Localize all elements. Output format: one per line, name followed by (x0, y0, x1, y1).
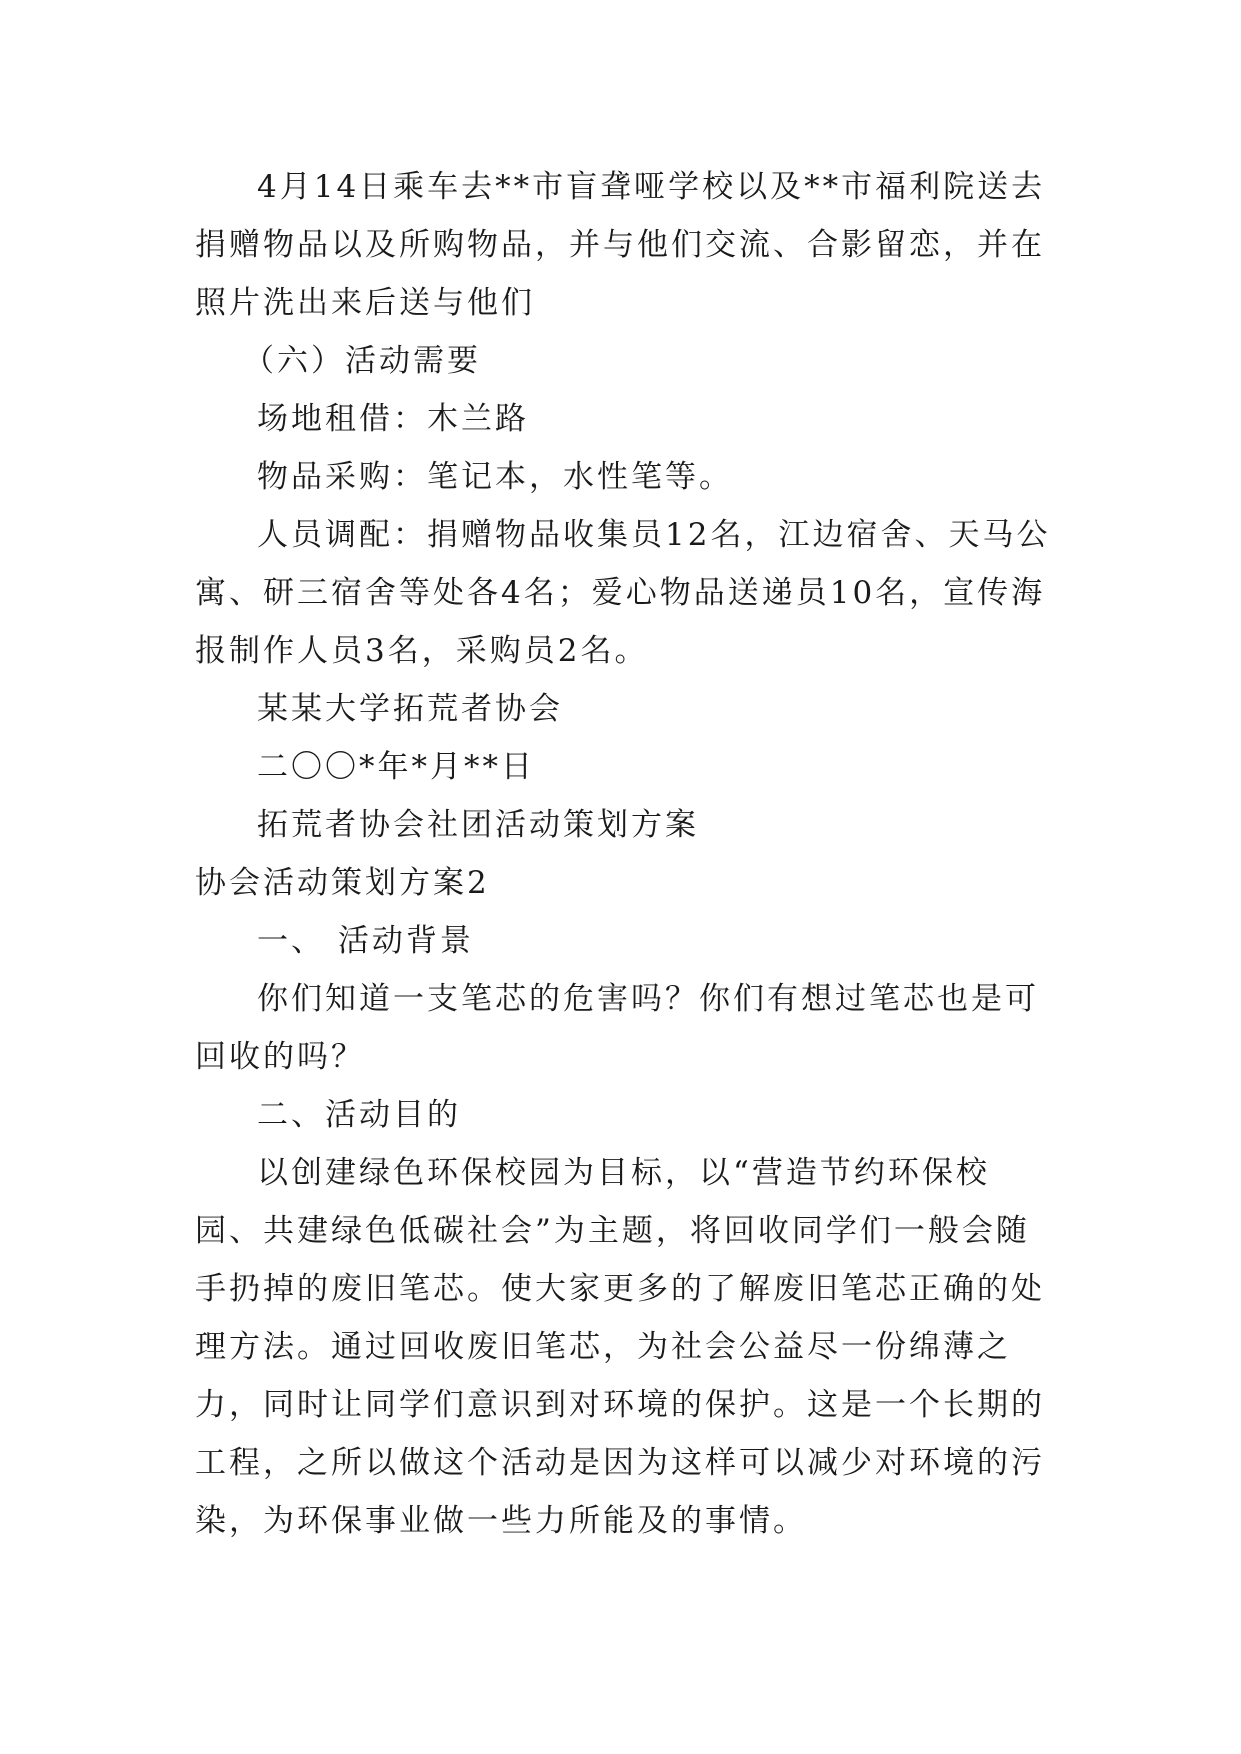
signature-organization: 某某大学拓荒者协会 (257, 691, 563, 727)
paragraph-staffing: 人员调配：捐赠物品收集员12名，江边宿舍、天马公寓、研三宿舍等处各4名；爱心物品送递员10名，宣传海报制作人员3名，采购员2名。 (195, 517, 1051, 669)
paragraph-donation-trip: 4月14日乘车去**市盲聋哑学校以及**市福利院送去捐赠物品以及所购物品，并与他们交流、合影留恋，并在照片洗出来后送与他们 (195, 169, 1046, 321)
paragraph-purchases: 物品采购：笔记本，水性笔等。 (257, 459, 733, 495)
section-heading-activity-needs: （六）活动需要 (243, 343, 481, 379)
section-title-plan-2: 协会活动策划方案2 (195, 865, 490, 901)
document-subtitle: 拓荒者协会社团活动策划方案 (257, 807, 699, 843)
document-body (195, 158, 1055, 1550)
signature-date: 二〇〇*年*月**日 (257, 749, 535, 785)
section-heading-background: 一、 活动背景 (257, 923, 474, 959)
paragraph-venue: 场地租借：木兰路 (257, 401, 529, 437)
paragraph-purpose: 以创建绿色环保校园为目标，以“营造节约环保校园、共建绿色低碳社会”为主题，将回收同学们一般会随手扔掉的废旧笔芯。使大家更多的了解废旧笔芯正确的处理方法。通过回收废旧笔芯，为社会公益尽一份绵薄之力，同时让同学们意识到对环境的保护。这是一个长期的工程，之所以做这个活动是因为这样可以减少对环境的污染，为环保事业做一些力所能及的事情。 (195, 1155, 1045, 1539)
section-heading-purpose: 二、活动目的 (257, 1097, 461, 1133)
paragraph-background: 你们知道一支笔芯的危害吗？你们有想过笔芯也是可回收的吗？ (195, 981, 1039, 1075)
